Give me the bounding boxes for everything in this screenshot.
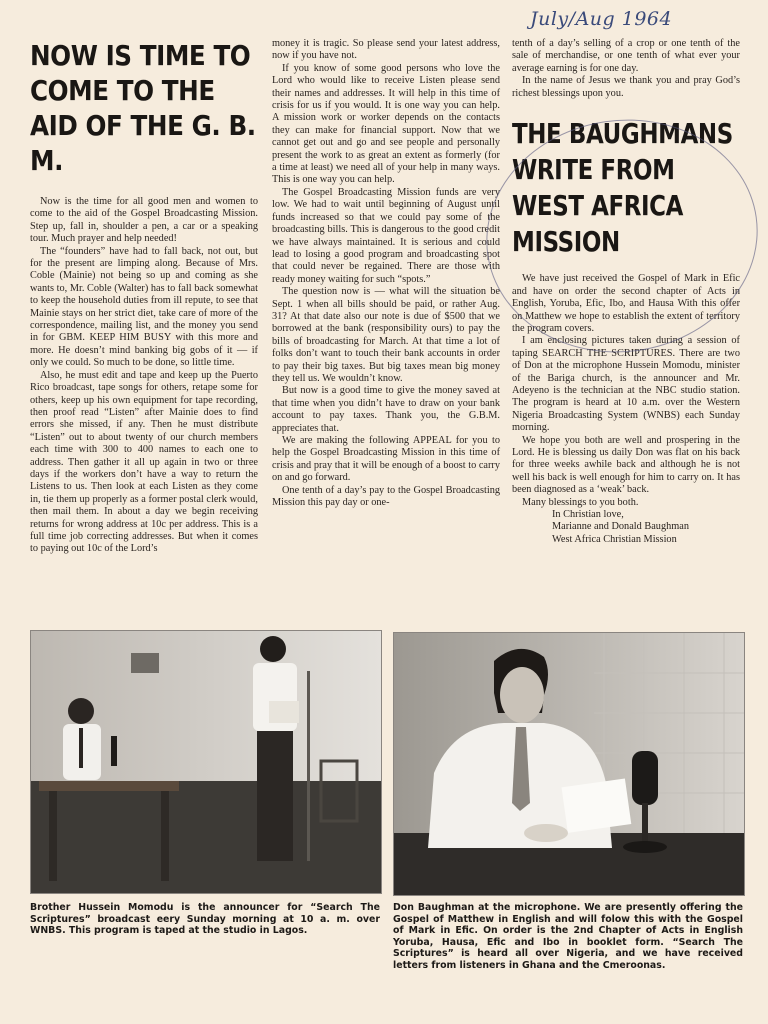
paragraph: I am enclosing pictures taken during a session of taping SEARCH THE SCRIPTURES. There are two of Don at the microphone Hussein Momodu, minister of the Bariga church, is the announcer and Mr. Adeyeno is the technician at the NBC studio station. The program is heard at 10 a.m. over the Western Nigeria Broadcasting System (WNBS) each Sunday morning.	[512, 335, 740, 434]
article-headline: NOW IS TIME TO COME TO THE AID OF THE G. B. M.	[30, 39, 256, 177]
paragraph: money it is tragic. So please send your latest address, now if you have not.	[272, 38, 500, 62]
paragraph: If you know of some good persons who love the Lord who would like to receive Listen please send their names and addresses. It will help in this time of crisis for us if you would. It is one way you can help. A mission work or worker depends on the contacts they can make for financial support. Now that we cannot get out and go and see people and personally present the work to as great an extent as formerly (for a time at least) we need all of your help in many ways. This is one way you can help.	[272, 62, 500, 186]
handwritten-date-note: July/Aug 1964	[530, 8, 673, 30]
organization: West Africa Christian Mission	[552, 533, 677, 545]
article-headline: THE BAUGHMANS WRITE FROM WEST AFRICA MISSION	[512, 117, 733, 258]
photo-announcer	[30, 630, 382, 894]
photo-announcer-image	[31, 631, 381, 893]
paragraph: The Gospel Broadcasting Mission funds are very low. We had to wait until beginning of August until funds increased so that we could pay some of the broadcasting bills. This is dangerous to the good credit we have always maintained. It is serious and could lead to losing a good program and broadcasting spot that could never be regained. There are those with ready money waiting for such “spots.”	[272, 186, 500, 285]
paragraph: The “founders” have had to fall back, not out, but for the present are limping along. Because of Mrs. Coble (Mainie) not being so up and coming as she wants to, Mr. Coble (Walter) has to fall back somewhat to keep the household duties from ill repute, to see that Mainie stays on her strict diet, take care of more of the correspondence, mailing list, and the money you send in for GBM. KEEP HIM BUSY with this more and more. He doesn’t mind banking big gobs of it — if only we could. So much to be done, so little time.	[30, 245, 258, 369]
signature-block	[512, 509, 740, 546]
closing: In Christian love,	[552, 509, 624, 521]
paragraph: But now is a good time to give the money saved at that time when you didn’t have to draw on your bank account to pay taxes. Thank you, the G.B.M. appreciates that.	[272, 385, 500, 434]
column-2	[272, 38, 500, 509]
photo-don-baughman	[393, 632, 745, 896]
paragraph: We hope you both are well and prospering in the Lord. He is blessing us daily Don was flat on his back for three weeks awhile back and although he is not well his back is well enough for him to carry on. It has been diagnosed as a ‘weak’ back.	[512, 434, 740, 496]
paragraph: Now is the time for all good men and women to come to the aid of the Gospel Broadcasting Mission. Step up, fall in, shoulder a pen, a car or a speaking tour. Much prayer and help needed!	[30, 196, 258, 245]
signature: Marianne and Donald Baughman	[552, 521, 689, 533]
paragraph: tenth of a day’s selling of a crop or one tenth of the sale of merchandise, or one tenth of what ever your average earning is for one day.	[512, 38, 740, 74]
paragraph: We have just received the Gospel of Mark in Efic and have on order the second chapter of Acts in English, Yoruba, Efic, Ibo, and Hausa With this offer on Matthew we hope to establish the extent of territory the program covers.	[512, 273, 740, 334]
photo-don-baughman-image	[394, 633, 744, 895]
column-3	[512, 38, 740, 546]
paragraph: One tenth of a day’s pay to the Gospel Broadcasting Mission this pay day or one-	[272, 484, 500, 509]
column-1-text	[30, 196, 258, 556]
paragraph: In the name of Jesus we thank you and pray God’s richest blessings upon you.	[512, 75, 740, 99]
paragraph: Also, he must edit and tape and keep up the Puerto Rico broadcast, tape songs for others, retape some for others, keep up his own equipment for tape recording, then proof read “Listen” after Mainie does to find errors she missed, if any. Then he must distribute “Listen” out to about twenty of our church members each time with 300 to 400 names to each one to address. Then gather it all up again in two or three days if the workers don’t have a way to return the Listens to us. Then look at each Listen as they come in, tie them up properly as a former postal clerk would, then mail them. In about a day we begin receiving returns for wrong address at 10c per address. This is a full time job correcting addresses. But when it comes to paying out 10c of the Lord’s	[30, 369, 258, 555]
paragraph: We are making the following APPEAL for you to help the Gospel Broadcasting Mission in this time of crisis and pray that it will be enough of a boost to carry on and go forward.	[272, 435, 500, 484]
paragraph: Many blessings to you both.	[522, 496, 639, 508]
paragraph: The question now is — what will the situation be Sept. 1 when all bills should be paid, or rather Aug. 31? At that date also our note is due of $500 that we borrowed at the bank (responsibility ours) to pay the bills of broadcasting for March. At that time a lot of folks don’t want to touch their bank accounts in order to pay their big taxes. But big taxes mean big money they tell us. We wouldn’t know.	[272, 286, 500, 384]
photo-announcer-caption: Brother Hussein Momodu is the announcer for “Search The Scriptures” broadcast eery Sunday morning at 10 a. m. over WNBS. This program is taped at the studio in Lagos.	[30, 902, 380, 937]
photo-don-baughman-caption: Don Baughman at the microphone. We are presently offering the Gospel of Matthew in English and will folow this with the Gospel of Mark in Efic. On order is the 2nd Chapter of Acts in English Yoruba, Hausa, Efic and Ibo in booklet form. “Search The Scriptures” is heard all over Nigeria, and we have received letters from listeners in Ghana and the Cmeroonas.	[393, 902, 743, 971]
column-1	[30, 38, 258, 556]
